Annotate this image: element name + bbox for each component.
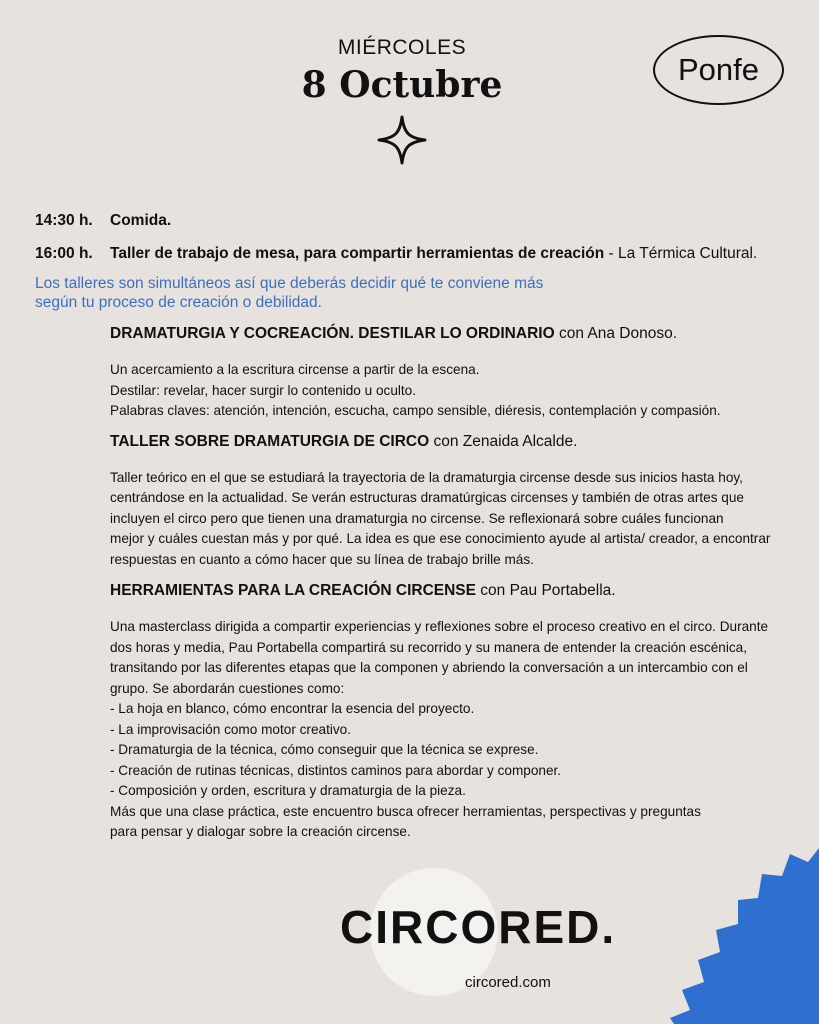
workshop-description: Taller teórico en el que se estudiará la trayectoria de la dramaturgia circense desde sus inicios hasta hoy, centrándose en la actualidad. Se verán estructuras dramatúrgicas circenses y también de otras artes que incluyen el circo pero que tienen una dramaturgia no circense. Se reflexionará sobre cuáles funcionan mejor y cuáles cuestan más y por qué. La idea es que ese conocimiento ayude al artista/ creador, a encontrar respuestas en cuanto a cómo hacer que su línea de trabajo brille más. (110, 469, 771, 567)
circored-logo (330, 860, 617, 1010)
schedule-title: Comida. (110, 212, 172, 229)
day-label: MIÉRCOLES (337, 36, 467, 59)
schedule-venue: - La Térmica Cultural. (604, 245, 758, 262)
blue-wave-decoration (590, 840, 819, 1024)
website-url[interactable]: circored.com (465, 974, 551, 991)
workshop-ana-donoso (110, 322, 790, 422)
workshop-pau-portabella (110, 579, 790, 843)
page-header (0, 0, 819, 175)
schedule-item (35, 212, 171, 230)
workshops-list (110, 322, 790, 843)
note-line: según tu proceso de creación o debilidad. (35, 294, 322, 311)
note-line: Los talleres son simultáneos así que deberás decidir qué te conviene más (35, 275, 544, 292)
workshop-teacher: con Pau Portabella. (475, 582, 616, 599)
workshop-description: Una masterclass dirigida a compartir experiencias y reflexiones sobre el proceso creativo en el circo. Durante dos horas y media, Pau Portabella compartirá su recorrido y su manera de entender la creación escénica, transitando por las diferentes etapas que la componen y abriendo la conversación a un intercambio con el grupo. Se abordarán cuestiones como: - La hoja en blanco, cómo encontrar la esencia del proyecto. - La improvisación como motor creativo. - Dramaturgia de la técnica, cómo conseguir que la técnica se exprese. - Creación de rutinas técnicas, distintos caminos para abordar y componer. - Composición y orden, escritura y dramaturgia de la pieza. Más que una clase práctica, este encuentro busca ofrecer herramientas, perspectivas y preguntas para pensar y dialogar sobre la creación circense. (110, 619, 769, 839)
schedule-item (35, 245, 757, 263)
workshop-zenaida-alcalde (110, 430, 790, 571)
schedule-title: Taller de trabajo de mesa, para compartir herramientas de creación (110, 245, 605, 262)
schedule-time: 16:00 h. (35, 245, 93, 262)
schedule-time: 14:30 h. (35, 212, 93, 229)
workshop-title: HERRAMIENTAS PARA LA CREACIÓN CIRCENSE con Pau Portabella. (110, 582, 616, 599)
venue-badge: Ponfe (653, 35, 784, 105)
workshop-title: DRAMATURGIA Y COCREACIÓN. DESTILAR LO ORDINARIO con Ana Donoso. (110, 325, 678, 342)
workshop-teacher: con Ana Donoso. (554, 325, 678, 342)
workshop-title: TALLER SOBRE DRAMATURGIA DE CIRCO con Zenaida Alcalde. (110, 432, 578, 450)
logo-wordmark: CIRCORED. (340, 901, 617, 953)
four-point-star-icon (377, 115, 427, 165)
workshop-note (35, 274, 575, 312)
workshop-description: Un acercamiento a la escritura circense a partir de la escena. Destilar: revelar, hacer surgir lo contenido u oculto. Palabras claves: atención, intención, escucha, campo sensible, diéresis, contemplación y compasión. (110, 362, 721, 418)
date-title: 8 Octubre (301, 64, 503, 106)
workshop-teacher: con Zenaida Alcalde. (429, 432, 578, 450)
